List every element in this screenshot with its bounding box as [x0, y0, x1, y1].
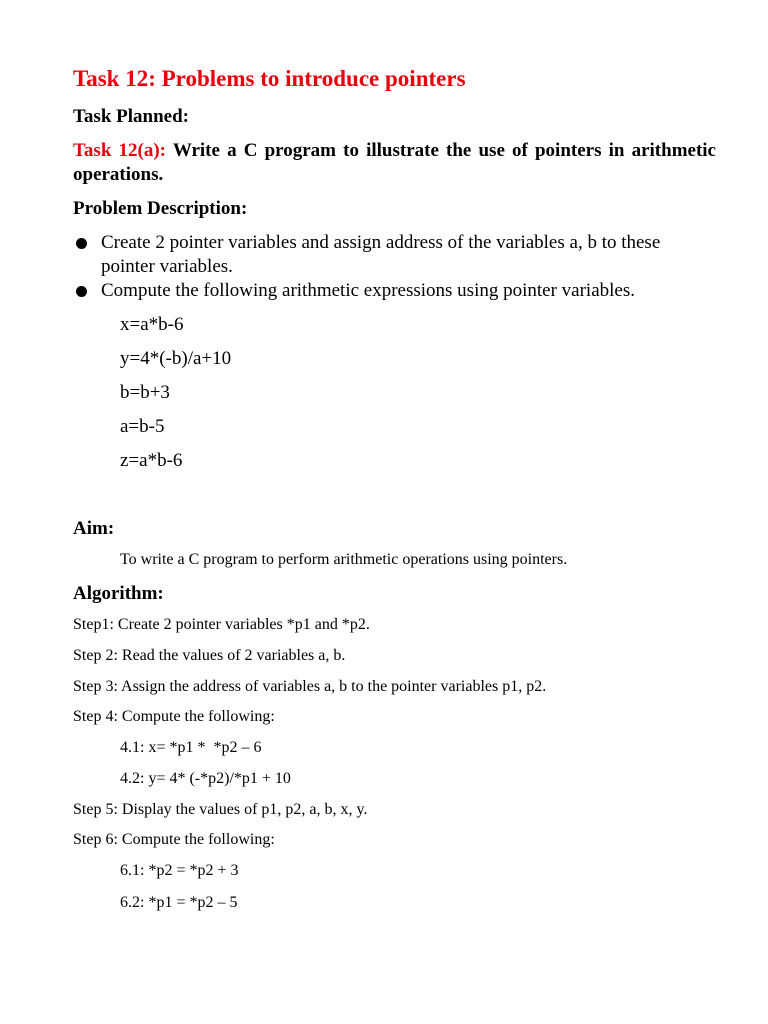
bullet-icon	[76, 238, 87, 249]
algorithm-substep: 6.1: *p2 = *p2 + 3	[120, 862, 239, 879]
list-item	[73, 231, 716, 279]
algorithm-step: Step 5: Display the values of p1, p2, a, b, x, y.	[73, 801, 368, 818]
algorithm-substep: 4.2: y= 4* (-*p2)/*p1 + 10	[120, 770, 291, 787]
problem-description-list	[73, 231, 716, 303]
algorithm-step: Step1: Create 2 pointer variables *p1 and *p2.	[73, 616, 370, 633]
problem-description-heading: Problem Description:	[73, 198, 248, 219]
aim-text: To write a C program to perform arithmetic operations using pointers.	[120, 551, 568, 568]
algorithm-step: Step 3: Assign the address of variables a, b to the pointer variables p1, p2.	[73, 678, 547, 695]
list-item	[73, 279, 716, 303]
expression: z=a*b-6	[120, 450, 183, 471]
expression: b=b+3	[120, 382, 170, 403]
expression: x=a*b-6	[120, 314, 184, 335]
task-12a-statement	[73, 139, 716, 187]
expression: y=4*(-b)/a+10	[120, 348, 232, 369]
algorithm-substep: 4.1: x= *p1 * *p2 – 6	[120, 739, 262, 756]
algorithm-step: Step 6: Compute the following:	[73, 831, 275, 848]
expression: a=b-5	[120, 416, 165, 437]
task-planned-heading: Task Planned:	[73, 106, 189, 127]
algorithm-step: Step 4: Compute the following:	[73, 708, 275, 725]
algorithm-step: Step 2: Read the values of 2 variables a, b.	[73, 647, 346, 664]
aim-heading: Aim:	[73, 518, 115, 539]
task-12a-label: Task 12(a):	[73, 140, 167, 161]
list-item-text: Compute the following arithmetic expressions using pointer variables.	[101, 280, 636, 301]
list-item-text: Create 2 pointer variables and assign address of the variables a, b to these pointer variables.	[101, 232, 661, 277]
document-title: Task 12: Problems to introduce pointers	[73, 66, 466, 91]
bullet-icon	[76, 286, 87, 297]
algorithm-heading: Algorithm:	[73, 583, 164, 604]
task-12a-text: Write a C program to illustrate the use of pointers in arithmetic operations.	[73, 140, 716, 185]
algorithm-substep: 6.2: *p1 = *p2 – 5	[120, 894, 238, 911]
